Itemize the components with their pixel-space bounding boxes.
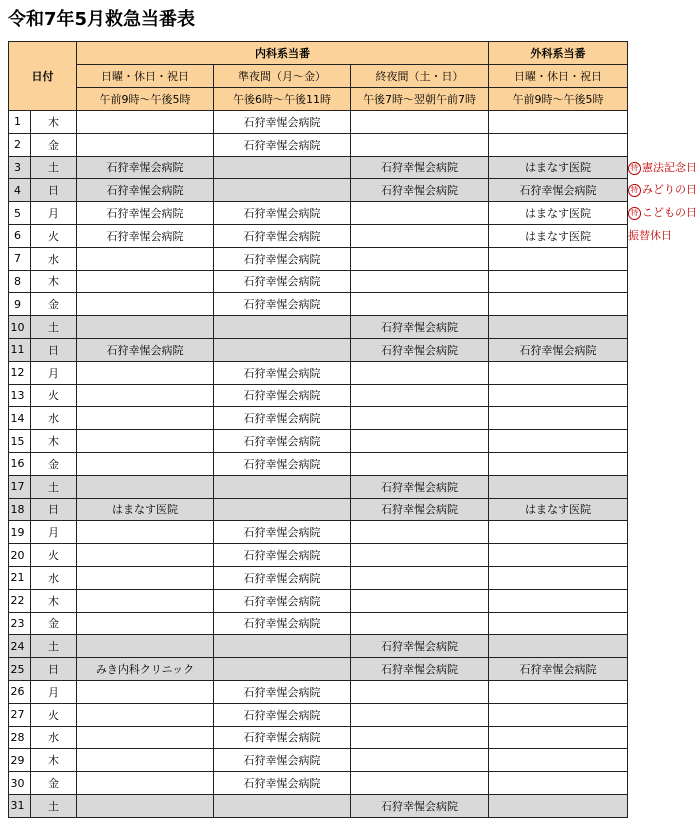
naika-night-cell bbox=[351, 749, 489, 772]
holiday-note-text: こどもの日 bbox=[642, 205, 697, 219]
table-row bbox=[9, 316, 628, 339]
table-row bbox=[9, 794, 628, 817]
naika-night-cell: 石狩幸惺会病院 bbox=[351, 179, 489, 202]
internal-medicine-header: 内科系当番 bbox=[77, 42, 489, 65]
geka-holiday-cell bbox=[489, 794, 628, 817]
naika-holiday-cell bbox=[77, 430, 214, 453]
special-mark-icon: 特 bbox=[628, 162, 641, 175]
day-number-cell: 27 bbox=[9, 703, 31, 726]
weekday-cell: 土 bbox=[31, 316, 77, 339]
table-row bbox=[9, 452, 628, 475]
table-row bbox=[9, 270, 628, 293]
day-number-cell: 9 bbox=[9, 293, 31, 316]
day-number-cell: 1 bbox=[9, 111, 31, 134]
geka-holiday-cell bbox=[489, 407, 628, 430]
weekday-cell: 金 bbox=[31, 452, 77, 475]
geka-holiday-cell bbox=[489, 703, 628, 726]
geka-holiday-cell bbox=[489, 111, 628, 134]
naika-evening-cell bbox=[214, 338, 351, 361]
day-number-cell: 10 bbox=[9, 316, 31, 339]
geka-holiday-cell: はまなす医院 bbox=[489, 224, 628, 247]
geka-holiday-cell: 石狩幸惺会病院 bbox=[489, 179, 628, 202]
geka-holiday-cell bbox=[489, 361, 628, 384]
day-number-cell: 20 bbox=[9, 544, 31, 567]
day-number-cell: 17 bbox=[9, 475, 31, 498]
naika-night-cell bbox=[351, 247, 489, 270]
naika-evening-cell: 石狩幸惺会病院 bbox=[214, 749, 351, 772]
naika-holiday-cell bbox=[77, 635, 214, 658]
geka-holiday-cell bbox=[489, 726, 628, 749]
weekday-cell: 金 bbox=[31, 772, 77, 795]
naika-night-cell bbox=[351, 680, 489, 703]
weekday-cell: 火 bbox=[31, 224, 77, 247]
naika-evening-cell: 石狩幸惺会病院 bbox=[214, 703, 351, 726]
naika-evening-cell: 石狩幸惺会病院 bbox=[214, 452, 351, 475]
naika-night-cell: 石狩幸惺会病院 bbox=[351, 475, 489, 498]
geka-holiday-cell bbox=[489, 133, 628, 156]
naika-evening-cell: 石狩幸惺会病院 bbox=[214, 521, 351, 544]
naika-holiday-cell bbox=[77, 680, 214, 703]
geka-holiday-cell bbox=[489, 293, 628, 316]
naika-evening-header: 準夜間（月～金） bbox=[214, 65, 351, 88]
geka-holiday-cell bbox=[489, 430, 628, 453]
naika-evening-time: 午後6時～午後11時 bbox=[214, 88, 351, 111]
weekday-cell: 日 bbox=[31, 658, 77, 681]
table-row bbox=[9, 475, 628, 498]
naika-holiday-cell: 石狩幸惺会病院 bbox=[77, 156, 214, 179]
naika-holiday-time: 午前9時～午後5時 bbox=[77, 88, 214, 111]
day-number-cell: 21 bbox=[9, 566, 31, 589]
duty-roster-table bbox=[8, 41, 628, 818]
day-number-cell: 13 bbox=[9, 384, 31, 407]
geka-holiday-cell bbox=[489, 589, 628, 612]
naika-holiday-cell bbox=[77, 612, 214, 635]
naika-evening-cell bbox=[214, 794, 351, 817]
naika-holiday-cell bbox=[77, 566, 214, 589]
weekday-cell: 金 bbox=[31, 612, 77, 635]
naika-night-cell: 石狩幸惺会病院 bbox=[351, 794, 489, 817]
geka-holiday-cell bbox=[489, 566, 628, 589]
surgery-header: 外科系当番 bbox=[489, 42, 628, 65]
holiday-note-text: 憲法記念日 bbox=[642, 160, 697, 174]
naika-holiday-header: 日曜・休日・祝日 bbox=[77, 65, 214, 88]
naika-night-cell: 石狩幸惺会病院 bbox=[351, 156, 489, 179]
naika-evening-cell bbox=[214, 635, 351, 658]
naika-evening-cell bbox=[214, 498, 351, 521]
naika-holiday-cell bbox=[77, 589, 214, 612]
geka-holiday-cell bbox=[489, 749, 628, 772]
special-mark-icon: 特 bbox=[628, 207, 641, 220]
geka-holiday-cell: 石狩幸惺会病院 bbox=[489, 338, 628, 361]
weekday-cell: 木 bbox=[31, 430, 77, 453]
table-row bbox=[9, 407, 628, 430]
naika-holiday-cell bbox=[77, 772, 214, 795]
geka-holiday-cell bbox=[489, 521, 628, 544]
naika-night-time: 午後7時～翌朝午前7時 bbox=[351, 88, 489, 111]
weekday-cell: 土 bbox=[31, 794, 77, 817]
day-number-cell: 6 bbox=[9, 224, 31, 247]
table-row bbox=[9, 658, 628, 681]
table-row bbox=[9, 384, 628, 407]
naika-night-cell: 石狩幸惺会病院 bbox=[351, 635, 489, 658]
naika-evening-cell: 石狩幸惺会病院 bbox=[214, 612, 351, 635]
naika-holiday-cell bbox=[77, 133, 214, 156]
geka-holiday-header: 日曜・休日・祝日 bbox=[489, 65, 628, 88]
table-row bbox=[9, 680, 628, 703]
table-row bbox=[9, 703, 628, 726]
day-number-cell: 31 bbox=[9, 794, 31, 817]
table-row bbox=[9, 156, 628, 179]
table-row bbox=[9, 589, 628, 612]
weekday-cell: 水 bbox=[31, 566, 77, 589]
naika-holiday-cell: みき内科クリニック bbox=[77, 658, 214, 681]
naika-evening-cell bbox=[214, 179, 351, 202]
naika-evening-cell: 石狩幸惺会病院 bbox=[214, 430, 351, 453]
table-row bbox=[9, 612, 628, 635]
table-row bbox=[9, 338, 628, 361]
naika-evening-cell: 石狩幸惺会病院 bbox=[214, 270, 351, 293]
weekday-cell: 木 bbox=[31, 270, 77, 293]
weekday-cell: 月 bbox=[31, 202, 77, 225]
day-number-cell: 8 bbox=[9, 270, 31, 293]
naika-holiday-cell: 石狩幸惺会病院 bbox=[77, 338, 214, 361]
naika-night-cell: 石狩幸惺会病院 bbox=[351, 498, 489, 521]
naika-evening-cell: 石狩幸惺会病院 bbox=[214, 772, 351, 795]
day-number-cell: 28 bbox=[9, 726, 31, 749]
day-number-cell: 30 bbox=[9, 772, 31, 795]
day-number-cell: 22 bbox=[9, 589, 31, 612]
table-row bbox=[9, 772, 628, 795]
geka-holiday-cell: はまなす医院 bbox=[489, 202, 628, 225]
day-number-cell: 18 bbox=[9, 498, 31, 521]
naika-night-cell bbox=[351, 703, 489, 726]
weekday-cell: 木 bbox=[31, 111, 77, 134]
naika-evening-cell: 石狩幸惺会病院 bbox=[214, 384, 351, 407]
weekday-cell: 木 bbox=[31, 589, 77, 612]
day-number-cell: 7 bbox=[9, 247, 31, 270]
day-number-cell: 16 bbox=[9, 452, 31, 475]
page-title: 令和7年5月救急当番表 bbox=[8, 9, 196, 30]
naika-holiday-cell bbox=[77, 270, 214, 293]
naika-evening-cell: 石狩幸惺会病院 bbox=[214, 589, 351, 612]
weekday-cell: 日 bbox=[31, 498, 77, 521]
naika-night-cell bbox=[351, 293, 489, 316]
naika-evening-cell: 石狩幸惺会病院 bbox=[214, 544, 351, 567]
day-number-cell: 24 bbox=[9, 635, 31, 658]
naika-holiday-cell bbox=[77, 316, 214, 339]
geka-holiday-cell: はまなす医院 bbox=[489, 156, 628, 179]
table-row bbox=[9, 224, 628, 247]
geka-holiday-cell bbox=[489, 544, 628, 567]
naika-evening-cell bbox=[214, 475, 351, 498]
naika-evening-cell: 石狩幸惺会病院 bbox=[214, 726, 351, 749]
day-number-cell: 29 bbox=[9, 749, 31, 772]
naika-holiday-cell bbox=[77, 293, 214, 316]
naika-night-cell bbox=[351, 521, 489, 544]
table-row bbox=[9, 111, 628, 134]
table-row bbox=[9, 361, 628, 384]
day-number-cell: 14 bbox=[9, 407, 31, 430]
holiday-note-text: みどりの日 bbox=[642, 182, 697, 196]
table-row bbox=[9, 179, 628, 202]
table-row bbox=[9, 430, 628, 453]
naika-night-cell bbox=[351, 430, 489, 453]
geka-holiday-cell bbox=[489, 316, 628, 339]
naika-evening-cell bbox=[214, 156, 351, 179]
naika-holiday-cell bbox=[77, 521, 214, 544]
naika-evening-cell bbox=[214, 658, 351, 681]
naika-holiday-cell: 石狩幸惺会病院 bbox=[77, 179, 214, 202]
geka-holiday-cell: 石狩幸惺会病院 bbox=[489, 658, 628, 681]
geka-holiday-cell bbox=[489, 452, 628, 475]
naika-night-cell bbox=[351, 202, 489, 225]
naika-evening-cell: 石狩幸惺会病院 bbox=[214, 202, 351, 225]
roster-body bbox=[9, 111, 628, 818]
table-row bbox=[9, 293, 628, 316]
naika-night-cell bbox=[351, 726, 489, 749]
naika-night-cell bbox=[351, 361, 489, 384]
geka-holiday-time: 午前9時～午後5時 bbox=[489, 88, 628, 111]
geka-holiday-cell: はまなす医院 bbox=[489, 498, 628, 521]
weekday-cell: 月 bbox=[31, 361, 77, 384]
geka-holiday-cell bbox=[489, 680, 628, 703]
day-number-cell: 26 bbox=[9, 680, 31, 703]
day-number-cell: 4 bbox=[9, 179, 31, 202]
naika-holiday-cell: 石狩幸惺会病院 bbox=[77, 224, 214, 247]
naika-evening-cell: 石狩幸惺会病院 bbox=[214, 224, 351, 247]
geka-holiday-cell bbox=[489, 772, 628, 795]
naika-evening-cell: 石狩幸惺会病院 bbox=[214, 111, 351, 134]
naika-evening-cell bbox=[214, 316, 351, 339]
naika-night-cell bbox=[351, 566, 489, 589]
holiday-note bbox=[628, 161, 697, 175]
naika-night-cell bbox=[351, 270, 489, 293]
naika-night-cell: 石狩幸惺会病院 bbox=[351, 658, 489, 681]
date-column-header: 日付 bbox=[9, 42, 77, 111]
table-row bbox=[9, 498, 628, 521]
naika-holiday-cell bbox=[77, 726, 214, 749]
table-row bbox=[9, 726, 628, 749]
naika-night-cell bbox=[351, 544, 489, 567]
naika-night-cell bbox=[351, 407, 489, 430]
day-number-cell: 19 bbox=[9, 521, 31, 544]
weekday-cell: 水 bbox=[31, 247, 77, 270]
naika-holiday-cell: はまなす医院 bbox=[77, 498, 214, 521]
table-row bbox=[9, 202, 628, 225]
weekday-cell: 土 bbox=[31, 635, 77, 658]
naika-holiday-cell bbox=[77, 361, 214, 384]
weekday-cell: 日 bbox=[31, 179, 77, 202]
weekday-cell: 火 bbox=[31, 384, 77, 407]
naika-night-cell bbox=[351, 589, 489, 612]
geka-holiday-cell bbox=[489, 475, 628, 498]
table-row bbox=[9, 635, 628, 658]
special-mark-icon: 特 bbox=[628, 184, 641, 197]
weekday-cell: 木 bbox=[31, 749, 77, 772]
naika-night-cell bbox=[351, 111, 489, 134]
naika-evening-cell: 石狩幸惺会病院 bbox=[214, 293, 351, 316]
weekday-cell: 土 bbox=[31, 475, 77, 498]
weekday-cell: 土 bbox=[31, 156, 77, 179]
weekday-cell: 日 bbox=[31, 338, 77, 361]
day-number-cell: 23 bbox=[9, 612, 31, 635]
naika-holiday-cell bbox=[77, 794, 214, 817]
holiday-note bbox=[628, 206, 697, 220]
geka-holiday-cell bbox=[489, 270, 628, 293]
weekday-cell: 火 bbox=[31, 703, 77, 726]
weekday-cell: 水 bbox=[31, 726, 77, 749]
naika-holiday-cell bbox=[77, 407, 214, 430]
table-row bbox=[9, 521, 628, 544]
day-number-cell: 15 bbox=[9, 430, 31, 453]
naika-holiday-cell bbox=[77, 452, 214, 475]
table-row bbox=[9, 247, 628, 270]
naika-night-cell bbox=[351, 612, 489, 635]
naika-holiday-cell bbox=[77, 247, 214, 270]
naika-evening-cell: 石狩幸惺会病院 bbox=[214, 247, 351, 270]
naika-evening-cell: 石狩幸惺会病院 bbox=[214, 133, 351, 156]
naika-night-cell bbox=[351, 772, 489, 795]
naika-evening-cell: 石狩幸惺会病院 bbox=[214, 407, 351, 430]
day-number-cell: 25 bbox=[9, 658, 31, 681]
day-number-cell: 3 bbox=[9, 156, 31, 179]
naika-holiday-cell bbox=[77, 544, 214, 567]
weekday-cell: 月 bbox=[31, 521, 77, 544]
naika-night-header: 終夜間（土・日） bbox=[351, 65, 489, 88]
geka-holiday-cell bbox=[489, 384, 628, 407]
geka-holiday-cell bbox=[489, 247, 628, 270]
day-number-cell: 5 bbox=[9, 202, 31, 225]
naika-holiday-cell: 石狩幸惺会病院 bbox=[77, 202, 214, 225]
naika-holiday-cell bbox=[77, 475, 214, 498]
day-number-cell: 2 bbox=[9, 133, 31, 156]
holiday-note-text: 振替休日 bbox=[628, 228, 672, 242]
geka-holiday-cell bbox=[489, 635, 628, 658]
table-row bbox=[9, 566, 628, 589]
naika-night-cell bbox=[351, 133, 489, 156]
naika-holiday-cell bbox=[77, 749, 214, 772]
naika-evening-cell: 石狩幸惺会病院 bbox=[214, 361, 351, 384]
weekday-cell: 金 bbox=[31, 293, 77, 316]
naika-holiday-cell bbox=[77, 703, 214, 726]
weekday-cell: 火 bbox=[31, 544, 77, 567]
weekday-cell: 水 bbox=[31, 407, 77, 430]
weekday-cell: 月 bbox=[31, 680, 77, 703]
holiday-note bbox=[628, 229, 672, 243]
holiday-note bbox=[628, 183, 697, 197]
geka-holiday-cell bbox=[489, 612, 628, 635]
table-row bbox=[9, 544, 628, 567]
naika-evening-cell: 石狩幸惺会病院 bbox=[214, 680, 351, 703]
naika-night-cell bbox=[351, 452, 489, 475]
naika-night-cell bbox=[351, 384, 489, 407]
day-number-cell: 11 bbox=[9, 338, 31, 361]
naika-night-cell: 石狩幸惺会病院 bbox=[351, 316, 489, 339]
table-row bbox=[9, 133, 628, 156]
naika-evening-cell: 石狩幸惺会病院 bbox=[214, 566, 351, 589]
table-row bbox=[9, 749, 628, 772]
day-number-cell: 12 bbox=[9, 361, 31, 384]
naika-holiday-cell bbox=[77, 384, 214, 407]
naika-holiday-cell bbox=[77, 111, 214, 134]
naika-night-cell bbox=[351, 224, 489, 247]
weekday-cell: 金 bbox=[31, 133, 77, 156]
naika-night-cell: 石狩幸惺会病院 bbox=[351, 338, 489, 361]
